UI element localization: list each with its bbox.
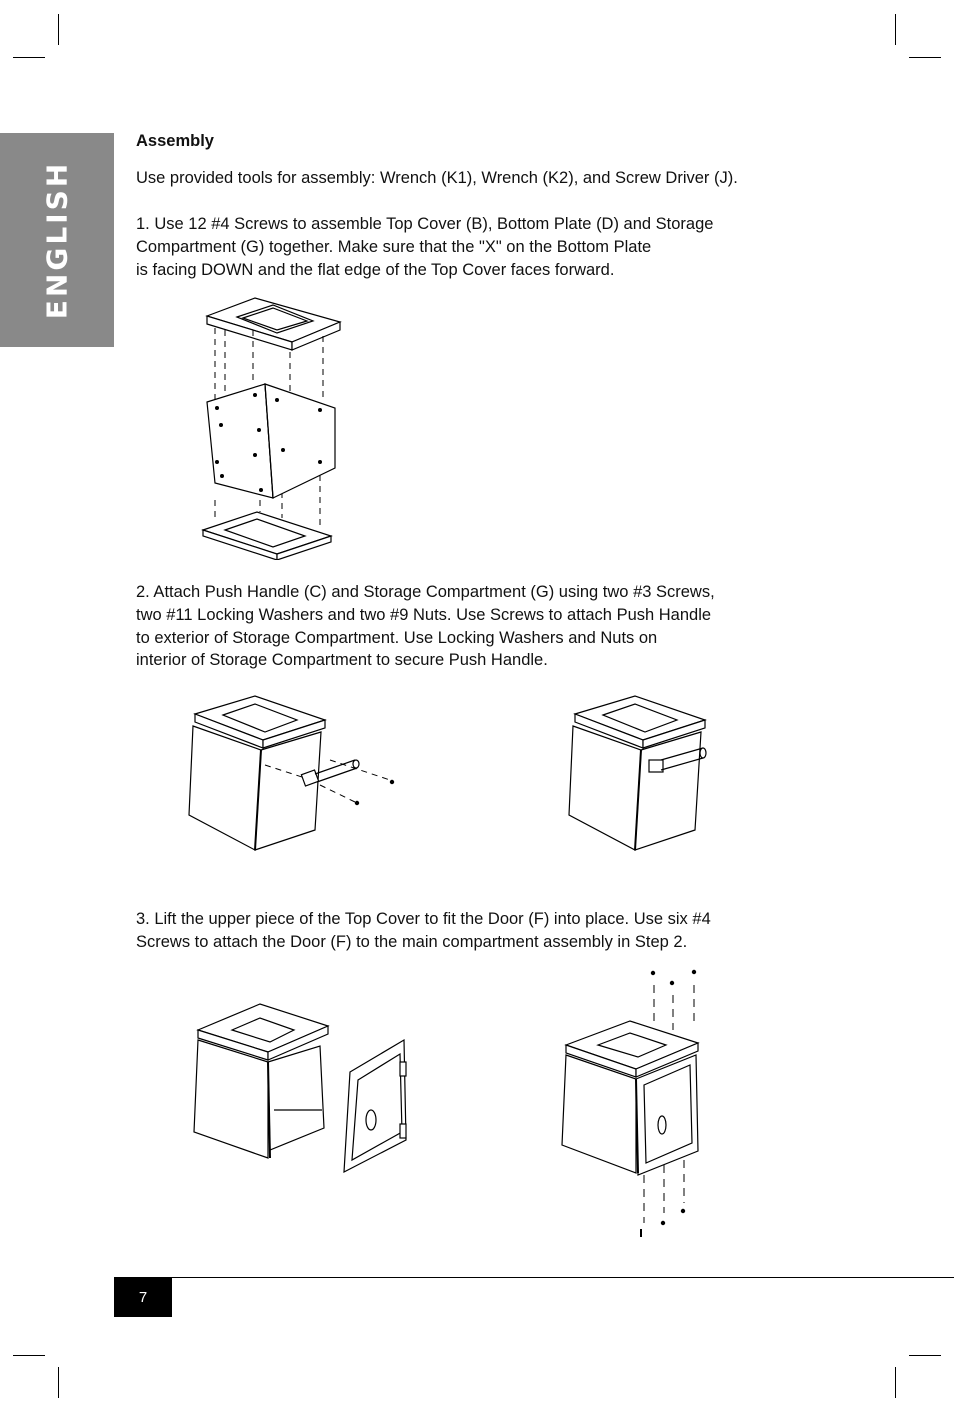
step-2-diagram-assembled: [565, 690, 710, 855]
step-3-text: [136, 908, 711, 954]
step-2-line: two #11 Locking Washers and two #9 Nuts. Use Screws to attach Push Handle: [136, 605, 712, 624]
crop-mark: [13, 1355, 45, 1356]
step-3-diagram-door-attached: [558, 965, 708, 1240]
step-1-line: Compartment (G) together. Make sure that the "X" on the Bottom Plate: [136, 237, 652, 256]
step-3-line: 3. Lift the upper piece of the Top Cover to fit the Door (F) into place. Use six #4: [136, 910, 711, 928]
step-1-diagram: [195, 290, 355, 560]
intro-text: Use provided tools for assembly: Wrench (K1), Wrench (K2), and Screw Driver (J).: [136, 169, 738, 187]
step-1-line: 1. Use 12 #4 Screws to assemble Top Cover (B), Bottom Plate (D) and Storage: [136, 215, 714, 233]
footer-rule: [114, 1277, 954, 1278]
crop-mark: [895, 1367, 896, 1398]
step-3-line: Screws to attach the Door (F) to the main compartment assembly in Step 2.: [136, 932, 688, 951]
step-2-line: to exterior of Storage Compartment. Use Locking Washers and Nuts on: [136, 628, 658, 647]
step-2-text: [136, 581, 715, 672]
crop-mark: [58, 14, 59, 45]
step-1-line: is facing DOWN and the flat edge of the Top Cover faces forward.: [136, 260, 615, 279]
crop-mark: [58, 1367, 59, 1398]
step-1-text: [136, 213, 713, 281]
step-2-diagram-exploded: [185, 690, 405, 855]
crop-mark: [13, 57, 45, 58]
step-3-diagram-door-separate: [190, 1000, 415, 1180]
language-tab-label: ENGLISH: [40, 160, 74, 320]
crop-mark: [909, 57, 941, 58]
crop-mark: [895, 14, 896, 45]
section-heading: Assembly: [136, 132, 214, 150]
step-2-line: interior of Storage Compartment to secure Push Handle.: [136, 651, 548, 670]
step-2-line: 2. Attach Push Handle (C) and Storage Compartment (G) using two #3 Screws,: [136, 583, 715, 601]
page-number: 7: [114, 1278, 172, 1317]
crop-mark: [909, 1355, 941, 1356]
language-tab: [0, 133, 114, 347]
